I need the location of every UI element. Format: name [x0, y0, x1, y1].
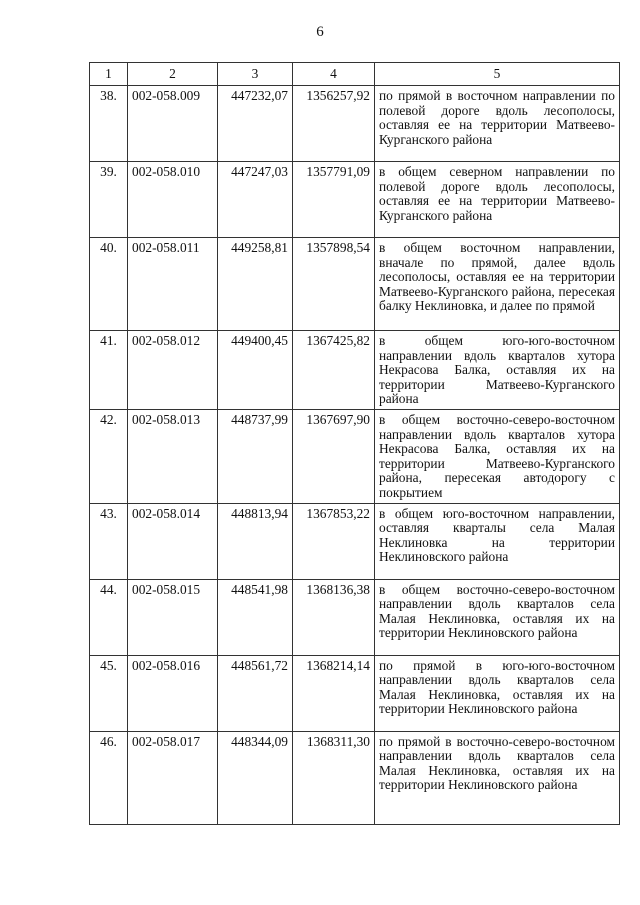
- x-coordinate: 449400,45: [218, 331, 293, 410]
- x-coordinate: 448813,94: [218, 503, 293, 579]
- table-row: [90, 731, 620, 824]
- page-number: 6: [316, 24, 324, 40]
- row-number: 44.: [90, 579, 128, 655]
- x-coordinate: 447232,07: [218, 86, 293, 162]
- point-code: 002-058.010: [128, 162, 218, 238]
- table-row: [90, 331, 620, 410]
- row-number: 41.: [90, 331, 128, 410]
- boundary-table: [89, 62, 620, 825]
- table-row: [90, 503, 620, 579]
- boundary-description: в общем восточном направлении, вначале по прямой, далее вдоль лесополосы, оставляя ее на территории Матвеево-Курганского района, пересекая балку Неклиновка, и далее по прямой: [375, 238, 620, 331]
- boundary-description: в общем восточно-северо-восточном направлении вдоль кварталов села Малая Неклиновка, оставляя их на территории Неклиновского района: [375, 579, 620, 655]
- boundary-description: по прямой в восточно-северо-восточном направлении вдоль кварталов села Малая Неклиновка, оставляя их на территории Неклиновского района: [375, 731, 620, 824]
- row-number: 39.: [90, 162, 128, 238]
- boundary-description: в общем юго-восточном направлении, оставляя кварталы села Малая Неклиновка на территории Неклиновского района: [375, 503, 620, 579]
- table-row: [90, 86, 620, 162]
- row-number: 45.: [90, 655, 128, 731]
- x-coordinate: 448561,72: [218, 655, 293, 731]
- row-number: 43.: [90, 503, 128, 579]
- y-coordinate: 1367853,22: [293, 503, 375, 579]
- y-coordinate: 1357898,54: [293, 238, 375, 331]
- y-coordinate: 1367425,82: [293, 331, 375, 410]
- point-code: 002-058.015: [128, 579, 218, 655]
- y-coordinate: 1368311,30: [293, 731, 375, 824]
- header-col-3: 3: [218, 63, 293, 86]
- boundary-description: в общем северном направлении по полевой дороге вдоль лесополосы, оставляя ее на территории Матвеево-Курганского района: [375, 162, 620, 238]
- row-number: 42.: [90, 409, 128, 503]
- row-number: 46.: [90, 731, 128, 824]
- table-body: [90, 86, 620, 825]
- point-code: 002-058.016: [128, 655, 218, 731]
- table-header-row: [90, 63, 620, 86]
- point-code: 002-058.013: [128, 409, 218, 503]
- boundary-description: в общем восточно-северо-восточном направлении вдоль кварталов хутора Некрасова Балка, оставляя их на территории Матвеево-Курганского района, пересекая автодорогу с покрытием: [375, 409, 620, 503]
- point-code: 002-058.014: [128, 503, 218, 579]
- table-row: [90, 579, 620, 655]
- point-code: 002-058.011: [128, 238, 218, 331]
- y-coordinate: 1367697,90: [293, 409, 375, 503]
- y-coordinate: 1368136,38: [293, 579, 375, 655]
- row-number: 40.: [90, 238, 128, 331]
- y-coordinate: 1357791,09: [293, 162, 375, 238]
- y-coordinate: 1356257,92: [293, 86, 375, 162]
- x-coordinate: 449258,81: [218, 238, 293, 331]
- header-col-2: 2: [128, 63, 218, 86]
- table-row: [90, 162, 620, 238]
- point-code: 002-058.017: [128, 731, 218, 824]
- row-number: 38.: [90, 86, 128, 162]
- point-code: 002-058.009: [128, 86, 218, 162]
- y-coordinate: 1368214,14: [293, 655, 375, 731]
- boundary-description: по прямой в восточном направлении по полевой дороге вдоль лесополосы, оставляя ее на территории Матвеево-Курганского района: [375, 86, 620, 162]
- point-code: 002-058.012: [128, 331, 218, 410]
- table-row: [90, 655, 620, 731]
- header-col-1: 1: [90, 63, 128, 86]
- boundary-description: в общем юго-юго-восточном направлении вдоль кварталов хутора Некрасова Балка, оставляя их на территории Матвеево-Курганского района: [375, 331, 620, 410]
- table-row: [90, 409, 620, 503]
- boundary-description: по прямой в юго-юго-восточном направлении вдоль кварталов села Малая Неклиновка, оставляя их на территории Неклиновского района: [375, 655, 620, 731]
- table-row: [90, 238, 620, 331]
- header-col-4: 4: [293, 63, 375, 86]
- x-coordinate: 448344,09: [218, 731, 293, 824]
- header-col-5: 5: [375, 63, 620, 86]
- x-coordinate: 448737,99: [218, 409, 293, 503]
- x-coordinate: 447247,03: [218, 162, 293, 238]
- x-coordinate: 448541,98: [218, 579, 293, 655]
